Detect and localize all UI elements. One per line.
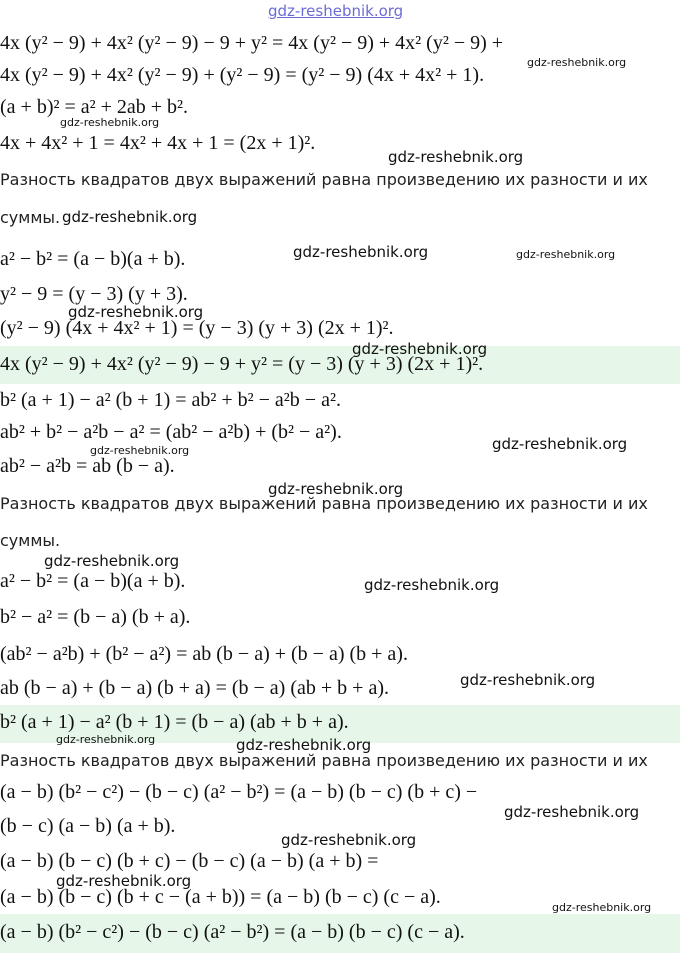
watermark: gdz-reshebnik.org — [352, 340, 488, 358]
watermark: gdz-reshebnik.org — [460, 671, 596, 689]
text-line: Разность квадратов двух выражений равна произведению их разности и их — [0, 494, 648, 513]
math-line: 4x (y² − 9) + 4x² (y² − 9) + (y² − 9) = (y² − 9) (4x + 4x² + 1). — [0, 64, 485, 86]
watermark: gdz-reshebnik.org — [504, 803, 640, 821]
watermark: gdz-reshebnik.org — [62, 208, 198, 226]
text-line: Разность квадратов двух выражений равна произведению их разности и их — [0, 751, 648, 770]
math-line: 4x + 4x² + 1 = 4x² + 4x + 1 = (2x + 1)². — [0, 132, 316, 154]
watermark: gdz-reshebnik.org — [268, 480, 404, 498]
math-line: (ab² − a²b) + (b² − a²) = ab (b − a) + (b − a) (b + a). — [0, 643, 408, 665]
watermark: gdz-reshebnik.org — [281, 831, 417, 849]
text-line: Разность квадратов двух выражений равна произведению их разности и их — [0, 170, 648, 189]
text-line: суммы. — [0, 531, 61, 550]
watermark: gdz-reshebnik.org — [527, 56, 627, 69]
math-line: a² − b² = (a − b)(a + b). — [0, 248, 186, 270]
watermark: gdz-reshebnik.org — [56, 733, 156, 746]
text-line: суммы. — [0, 208, 61, 227]
math-line: ab² + b² − a²b − a² = (ab² − a²b) + (b² − a²). — [0, 421, 342, 443]
watermark: gdz-reshebnik.org — [90, 444, 190, 457]
watermark: gdz-reshebnik.org — [60, 116, 160, 129]
watermark: gdz-reshebnik.org — [552, 901, 652, 914]
math-line: (a − b) (b − c) (b + c) − (b − c) (a − b) (a + b) = — [0, 850, 379, 872]
math-line: (a − b) (b − c) (b + c − (a + b)) = (a − b) (b − c) (c − a). — [0, 886, 441, 908]
watermark: gdz-reshebnik.org — [56, 872, 192, 890]
math-line: b² (a + 1) − a² (b + 1) = ab² + b² − a²b − a². — [0, 389, 341, 411]
math-line: a² − b² = (a − b)(a + b). — [0, 570, 186, 592]
math-line: b² − a² = (b − a) (b + a). — [0, 606, 191, 628]
watermark: gdz-reshebnik.org — [492, 435, 628, 453]
math-line: ab² − a²b = ab (b − a). — [0, 455, 175, 477]
math-line: 4x (y² − 9) + 4x² (y² − 9) − 9 + y² = 4x (y² − 9) + 4x² (y² − 9) + — [0, 32, 504, 54]
math-line: (a + b)² = a² + 2ab + b². — [0, 96, 189, 118]
math-line: (b − c) (a − b) (a + b). — [0, 815, 176, 837]
watermark: gdz-reshebnik.org — [516, 248, 616, 261]
watermark: gdz-reshebnik.org — [268, 2, 404, 20]
math-line: ab (b − a) + (b − a) (b + a) = (b − a) (ab + b + a). — [0, 677, 389, 699]
answer-line: b² (a + 1) − a² (b + 1) = (b − a) (ab + b + a). — [0, 711, 349, 733]
math-line: (a − b) (b² − c²) − (b − c) (a² − b²) = (a − b) (b − c) (b + c) − — [0, 781, 478, 803]
answer-line: 4x (y² − 9) + 4x² (y² − 9) − 9 + y² = (y − 3) (y + 3) (2x + 1)². — [0, 353, 484, 375]
math-line: (y² − 9) (4x + 4x² + 1) = (y − 3) (y + 3) (2x + 1)². — [0, 317, 394, 339]
watermark: gdz-reshebnik.org — [364, 576, 500, 594]
watermark: gdz-reshebnik.org — [293, 243, 429, 261]
watermark: gdz-reshebnik.org — [388, 148, 524, 166]
watermark: gdz-reshebnik.org — [68, 303, 204, 321]
math-line: y² − 9 = (y − 3) (y + 3). — [0, 283, 188, 305]
answer-line: (a − b) (b² − c²) − (b − c) (a² − b²) = (a − b) (b − c) (c − a). — [0, 921, 465, 943]
watermark: gdz-reshebnik.org — [236, 736, 372, 754]
watermark: gdz-reshebnik.org — [44, 552, 180, 570]
